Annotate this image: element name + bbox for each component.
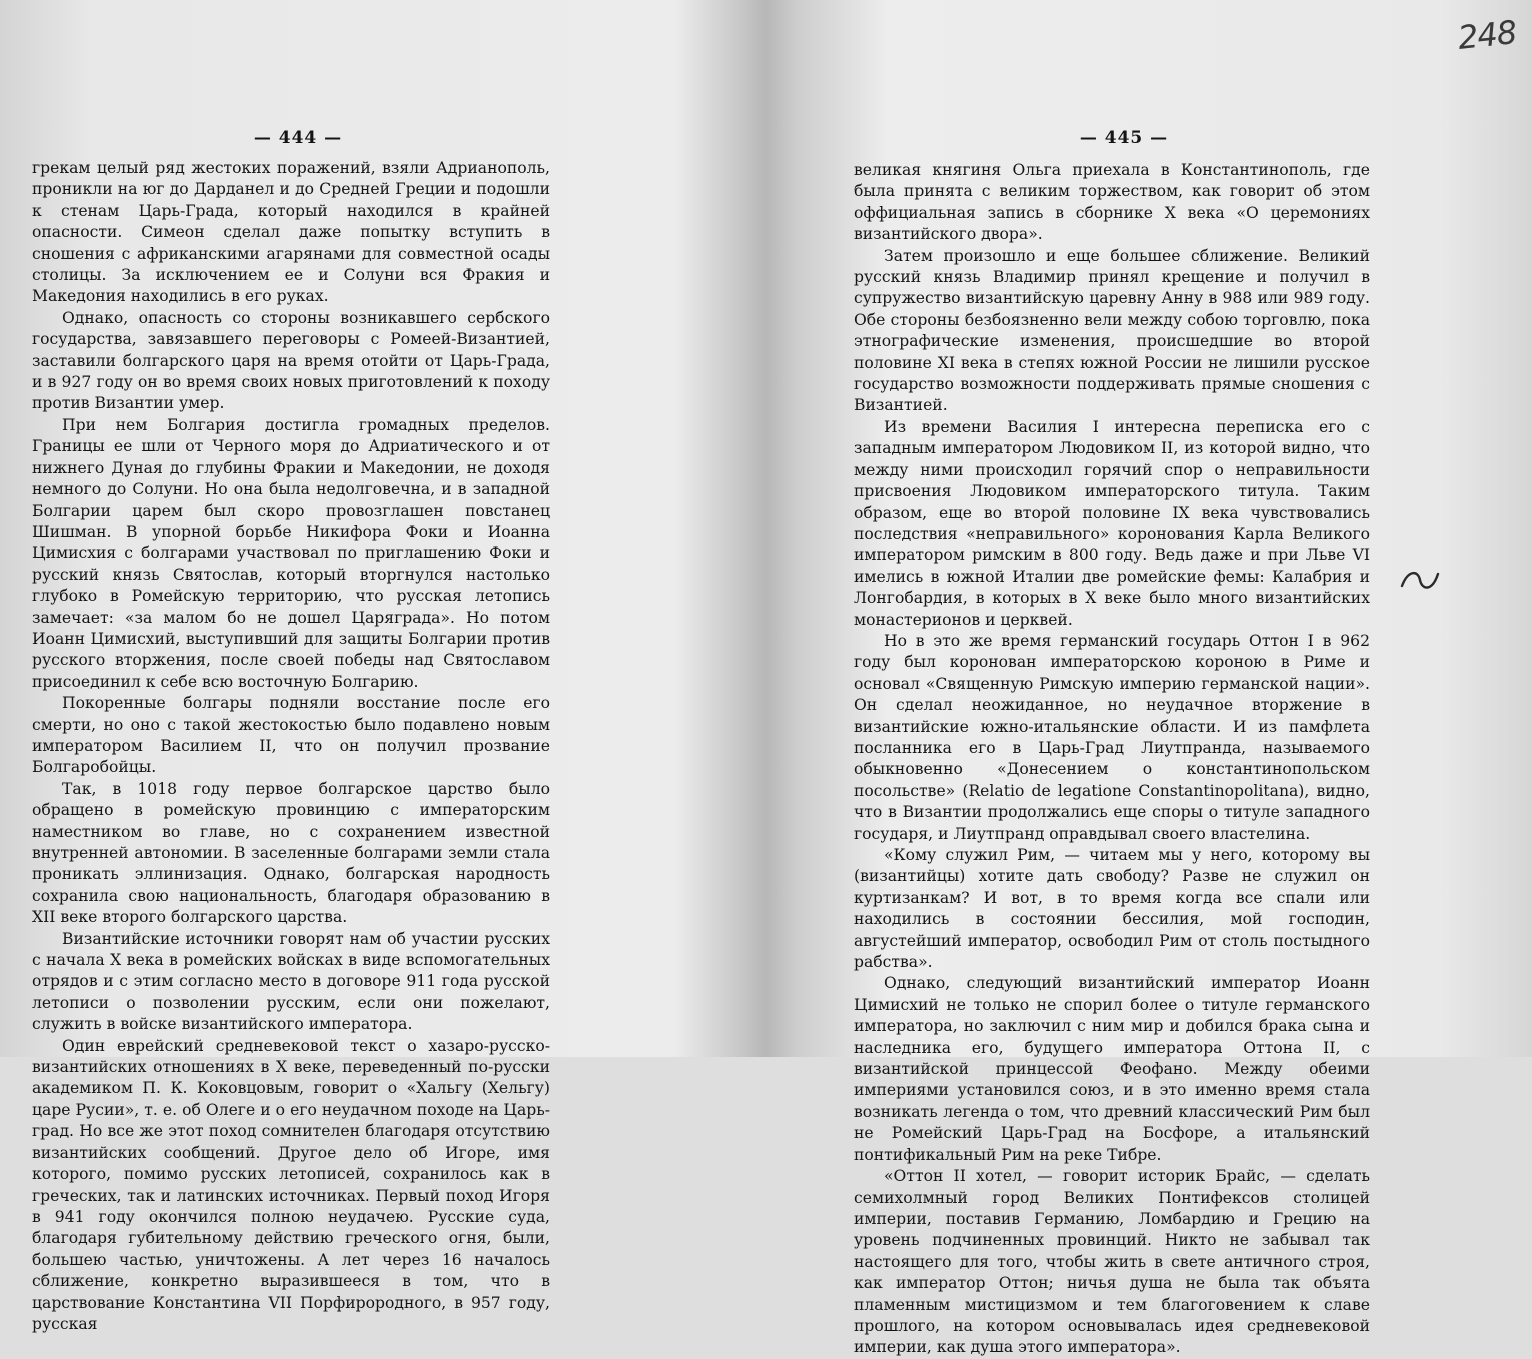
paragraph: Но в это же время германский государь Оттон I в 962 году был коронован императорскою короною в Риме и основал «Священную Римскую империю германской нации». Он сделал неожиданное, но неудачное вторжение в византийские южно-итальянские области. И из памфлета посланника его в Царь-Град Лиутпранда, называемого обыкновенно «Донесением о константинопольском посольстве» (Relatio de legatione Constantinopolitana), видно, что в Византии продолжались еще споры о титуле западного государя, и Лиутпранд оправдывал своего властелина. [854, 631, 1370, 843]
left-page-text [32, 158, 550, 1335]
paragraph: Из времени Василия I интересна переписка его с западным императором Людовиком II, из которой видно, что между ними происходил горячий спор о неправильности присвоения Людовиком императорского титула. Таким образом, еще во второй половине IX века чувствовались последствия «неправильного» коронования Карла Великого императором римским в 800 году. Ведь даже и при Льве VI имелись в южной Италии две ромейские фемы: Калабрия и Лонгобардия, в которых в X веке было много византийских монастерионов и церквей. [854, 417, 1370, 629]
page-number-right: — 445 — [1079, 128, 1169, 148]
margin-tilde-mark [1398, 560, 1442, 600]
paragraph: грекам целый ряд жестоких поражений, взяли Адрианополь, проникли на юг до Дарданел и до Средней Греции и подошли к стенам Царь-Града, который находился в крайней опасности. Симеон сделал даже попытку вступить в сношения с африканскими агарянами для совместной осады столицы. За исключением ее и Солуни вся Фракия и Македония находились в его руках. [32, 159, 550, 306]
paragraph: Покоренные болгары подняли восстание после его смерти, но оно с такой жестокостью было подавлено новым императором Василием II, что он получил прозвание Болгаробойцы. [32, 694, 550, 777]
page-number-left: — 444 — [253, 128, 343, 148]
paragraph: Один еврейский средневековой текст о хазаро-русско-византийских отношениях в X веке, переведенный по-русски академиком П. К. Коковцовым, говорит о «Хальгу (Хельгу) царе Русии», т. е. об Олеге и о его неудачном походе на Царь-град. Но все же этот поход сомнителен благодаря отсутствию византийских сообщений. Другое дело об Игоре, имя которого, помимо русских летописей, сохранилось как в греческих, так и латинских источниках. Первый поход Игоря в 941 году окончился полною неудачею. Русские суда, благодаря губительному действию греческого огня, были, большею частью, уничтожены. А лет через 16 началось сближение, конкретно выразившееся в том, что в царствование Константина VII Порфирородного, в 957 году, русская [32, 1036, 550, 1333]
paragraph: Затем произошло и еще большее сближение. Великий русский князь Владимир принял крещение и получил в супружество византийскую царевну Анну в 988 или 989 году. Обе стороны безбоязненно вели между собою торговлю, пока этнографические изменения, происшедшие во второй половине XI века в степях южной России не лишили русское государство возможности поддерживать прямые сношения с Византией. [854, 246, 1370, 415]
handwritten-folio-number: 248 [1456, 13, 1518, 57]
left-page [0, 0, 760, 1333]
paragraph: Однако, опасность со стороны возникавшего сербского государства, завязавшего переговоры с Ромеей-Византией, заставили болгарского царя на время отойти от Царь-Града, и в 927 году он во время своих новых приготовлений к походу против Византии умер. [32, 308, 550, 413]
paragraph: При нем Болгария достигла громадных пределов. Границы ее шли от Черного моря до Адриатического и от нижнего Дуная до глубины Фракии и Македонии, не доходя немного до Солуни. Но она была недолговечна, и в западной Болгарии царем был скоро провозглашен повстанец Шишман. В упорной борьбе Никифора Фоки и Иоанна Цимисхия с болгарами участвовал по приглашению Фоки и русский князь Святослав, который вторгнулся настолько глубоко в Ромейскую территорию, что русская летопись замечает: «за малом бо не дошел Царяграда». Но потом Иоанн Цимисхий, выступивший для защиты Болгарии против русского вторжения, после своей победы над Святославом присоединил к себе всю восточную Болгарию. [32, 415, 550, 691]
paragraph: Так, в 1018 году первое болгарское царство было обращено в ромейскую провинцию с императорским наместником во главе, но с сохранением известной внутренней автономии. В заселенные болгарами земли стала проникать эллинизация. Однако, болгарская народность сохранила свою национальность, благодаря образованию в XII веке второго болгарского царства. [32, 779, 550, 927]
paragraph: «Оттон II хотел, — говорит историк Брайс, — сделать семихолмный город Великих Понтифексов столицей империи, поставив Германию, Ломбардию и Грецию на уровень подчиненных провинций. Никто не забывал так настоящего для того, чтобы жить в свете античного строя, как император Оттон; ничья душа не была так объята пламенным мистицизмом и тем благоговением к славе прошлого, на котором основывалась идея средневековой империи, как душа этого императора». [854, 1167, 1370, 1357]
right-page [766, 0, 1532, 1357]
paragraph: Византийские источники говорят нам об участии русских с начала X века в ромейских войсках в виде вспомогательных отрядов и с этим согласно место в договоре 911 года русской летописи о позволении русским, если они пожелают, служить в войске византийского императора. [32, 929, 550, 1034]
right-page-text [854, 160, 1370, 1359]
paragraph: великая княгиня Ольга приехала в Константинополь, где была принята с великим торжеством, как говорит об этом оффициальная запись в сборнике X века «О церемониях византийского двора». [854, 161, 1370, 244]
paragraph: «Кому служил Рим, — читаем мы у него, которому вы (византийцы) хотите дать свободу? Разве не служил он куртизанкам? И вот, в то время когда все спали или находились в состоянии бессилия, мой господин, августейший император, освободил Рим от столь постыдного рабства». [854, 846, 1370, 972]
paragraph: Однако, следующий византийский император Иоанн Цимисхий не только не спорил более о титуле германского императора, но заключил с ним мир и добился брака сына и наследника его, будущего императора Оттона II, с византийской принцессой Феофано. Между обеими империями установился союз, и в это именно время стала возникать легенда о том, что древний классический Рим был не Ромейский Царь-Град на Босфоре, а итальянский понтификальный Рим на реке Тибре. [854, 974, 1370, 1164]
